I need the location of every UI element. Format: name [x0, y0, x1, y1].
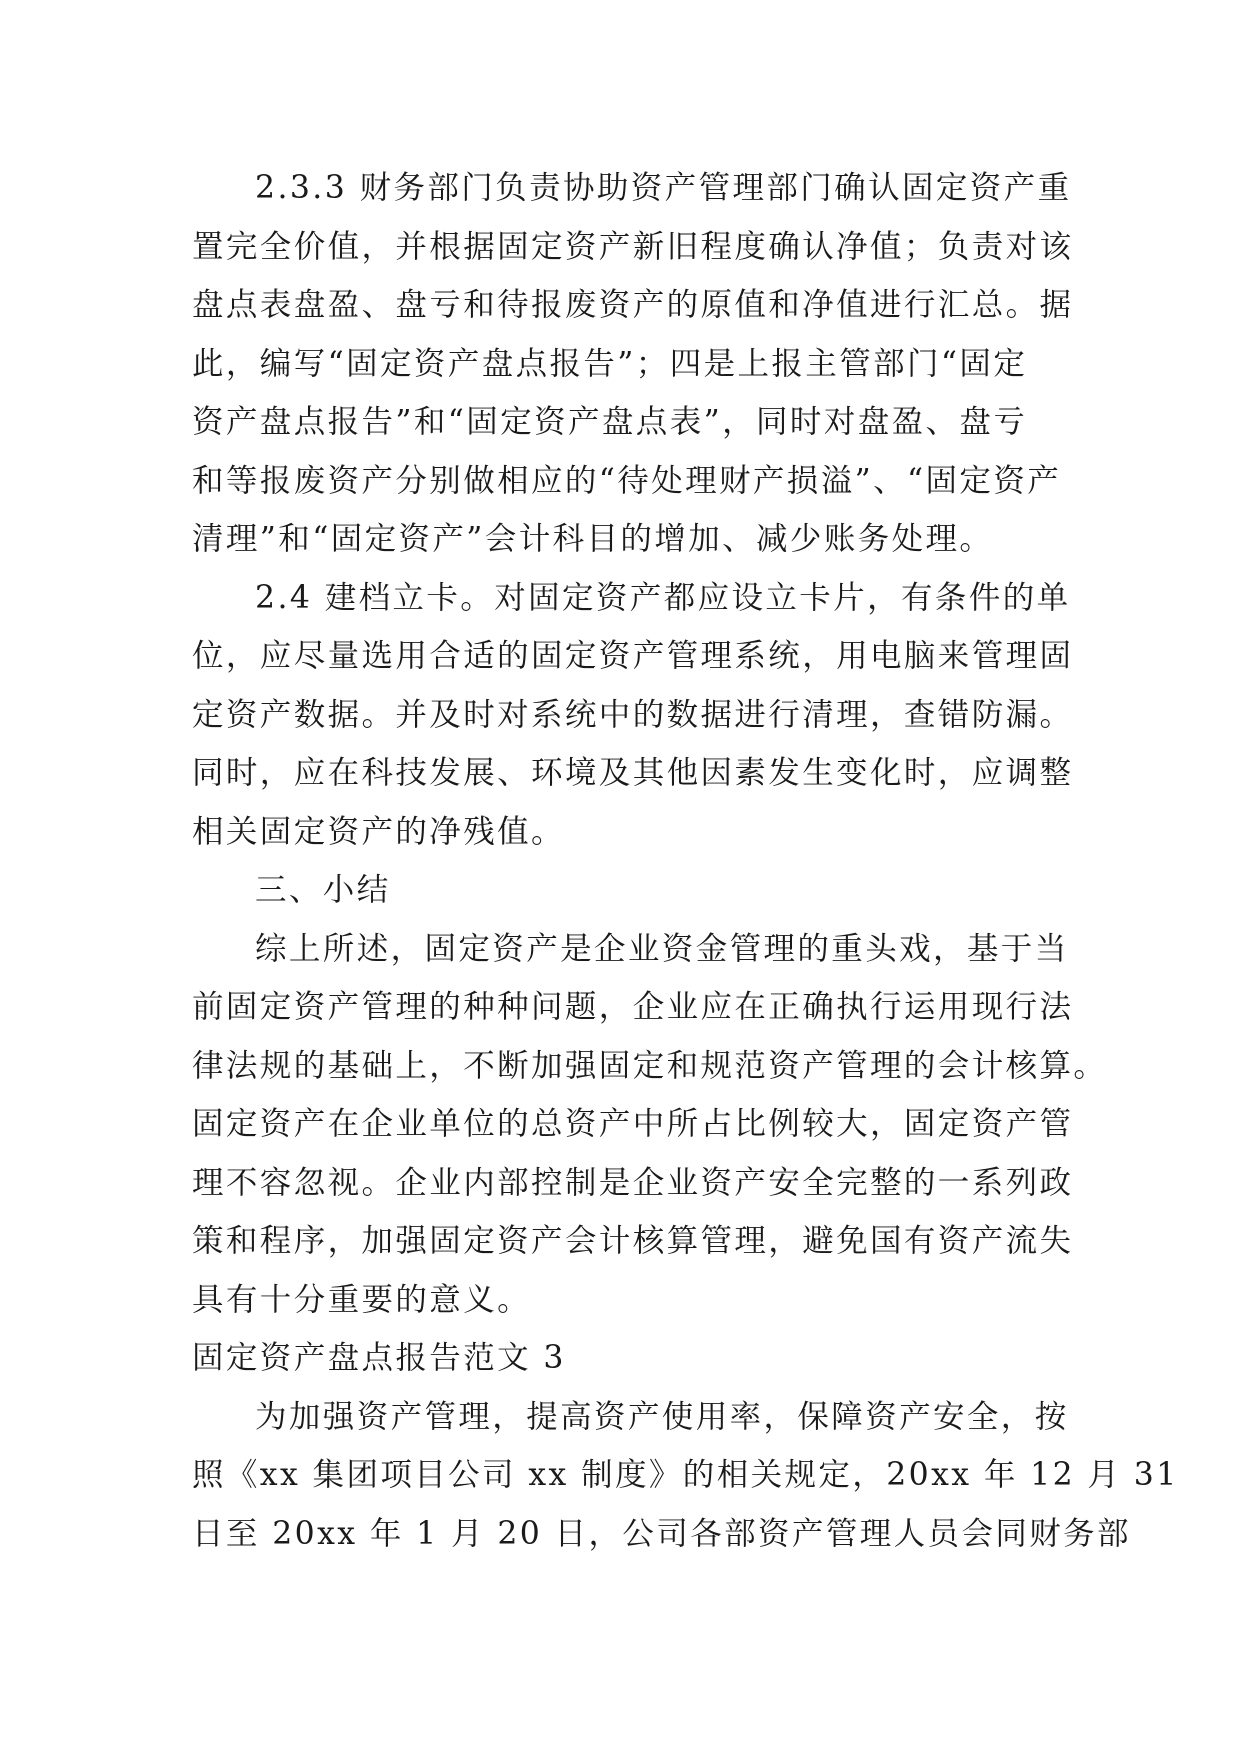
paragraph-2-4-line-3: 定资产数据。并及时对系统中的数据进行清理，查错防漏。	[192, 696, 1074, 733]
paragraph-2-4-line-1: 2.4 建档立卡。对固定资产都应设立卡片，有条件的单	[255, 579, 1071, 616]
paragraph-2-3-3-line-1: 2.3.3 财务部门负责协助资产管理部门确认固定资产重	[255, 170, 1072, 206]
document-body	[192, 159, 1179, 1563]
sample-3-paragraph-line-1: 为加强资产管理，提高资产使用率，保障资产安全，按	[255, 1398, 1069, 1435]
paragraph-2-3-3-line-3: 盘点表盘盈、盘亏和待报废资产的原值和净值进行汇总。据	[192, 287, 1074, 323]
paragraph-2-3-3-line-2: 置完全价值，并根据固定资产新旧程度确认净值；负责对该	[192, 228, 1074, 265]
summary-paragraph-line-3: 律法规的基础上，不断加强固定和规范资产管理的会计核算。	[192, 1047, 1108, 1084]
summary-paragraph-line-2: 前固定资产管理的种种问题，企业应在正确执行运用现行法	[192, 989, 1074, 1025]
paragraph-2-3-3-line-4: 此，编写“固定资产盘点报告”；四是上报主管部门“固定	[192, 345, 1028, 382]
summary-paragraph-line-1: 综上所述，固定资产是企业资金管理的重头戏，基于当	[255, 930, 1069, 967]
paragraph-2-4-line-5: 相关固定资产的净残值。	[192, 813, 565, 850]
paragraph-2-3-3-line-5: 资产盘点报告”和“固定资产盘点表”，同时对盘盈、盘亏	[192, 404, 1028, 440]
sample-3-paragraph-line-2: 照《xx 集团项目公司 xx 制度》的相关规定，20xx 年 12 月 31	[192, 1457, 1179, 1493]
article-title-sample-3: 固定资产盘点报告范文 3	[192, 1340, 566, 1376]
summary-paragraph-line-6: 策和程序，加强固定资产会计核算管理，避免国有资产流失	[192, 1223, 1074, 1259]
summary-paragraph-line-7: 具有十分重要的意义。	[192, 1281, 532, 1318]
sample-3-paragraph-line-3: 日至 20xx 年 1 月 20 日，公司各部资产管理人员会同财务部	[192, 1515, 1131, 1552]
summary-paragraph-line-5: 理不容忽视。企业内部控制是企业资产安全完整的一系列政	[192, 1164, 1074, 1201]
paragraph-2-3-3-line-7: 清理”和“固定资产”会计科目的增加、减少账务处理。	[192, 521, 994, 557]
summary-paragraph-line-4: 固定资产在企业单位的总资产中所占比例较大，固定资产管	[192, 1106, 1074, 1142]
paragraph-2-3-3-line-6: 和等报废资产分别做相应的“待处理财产损溢”、“固定资产	[192, 462, 1062, 499]
section-heading-summary: 三、小结	[255, 872, 391, 908]
paragraph-2-4-line-4: 同时，应在科技发展、环境及其他因素发生变化时，应调整	[192, 755, 1074, 791]
paragraph-2-4-line-2: 位，应尽量选用合适的固定资产管理系统，用电脑来管理固	[192, 638, 1074, 674]
